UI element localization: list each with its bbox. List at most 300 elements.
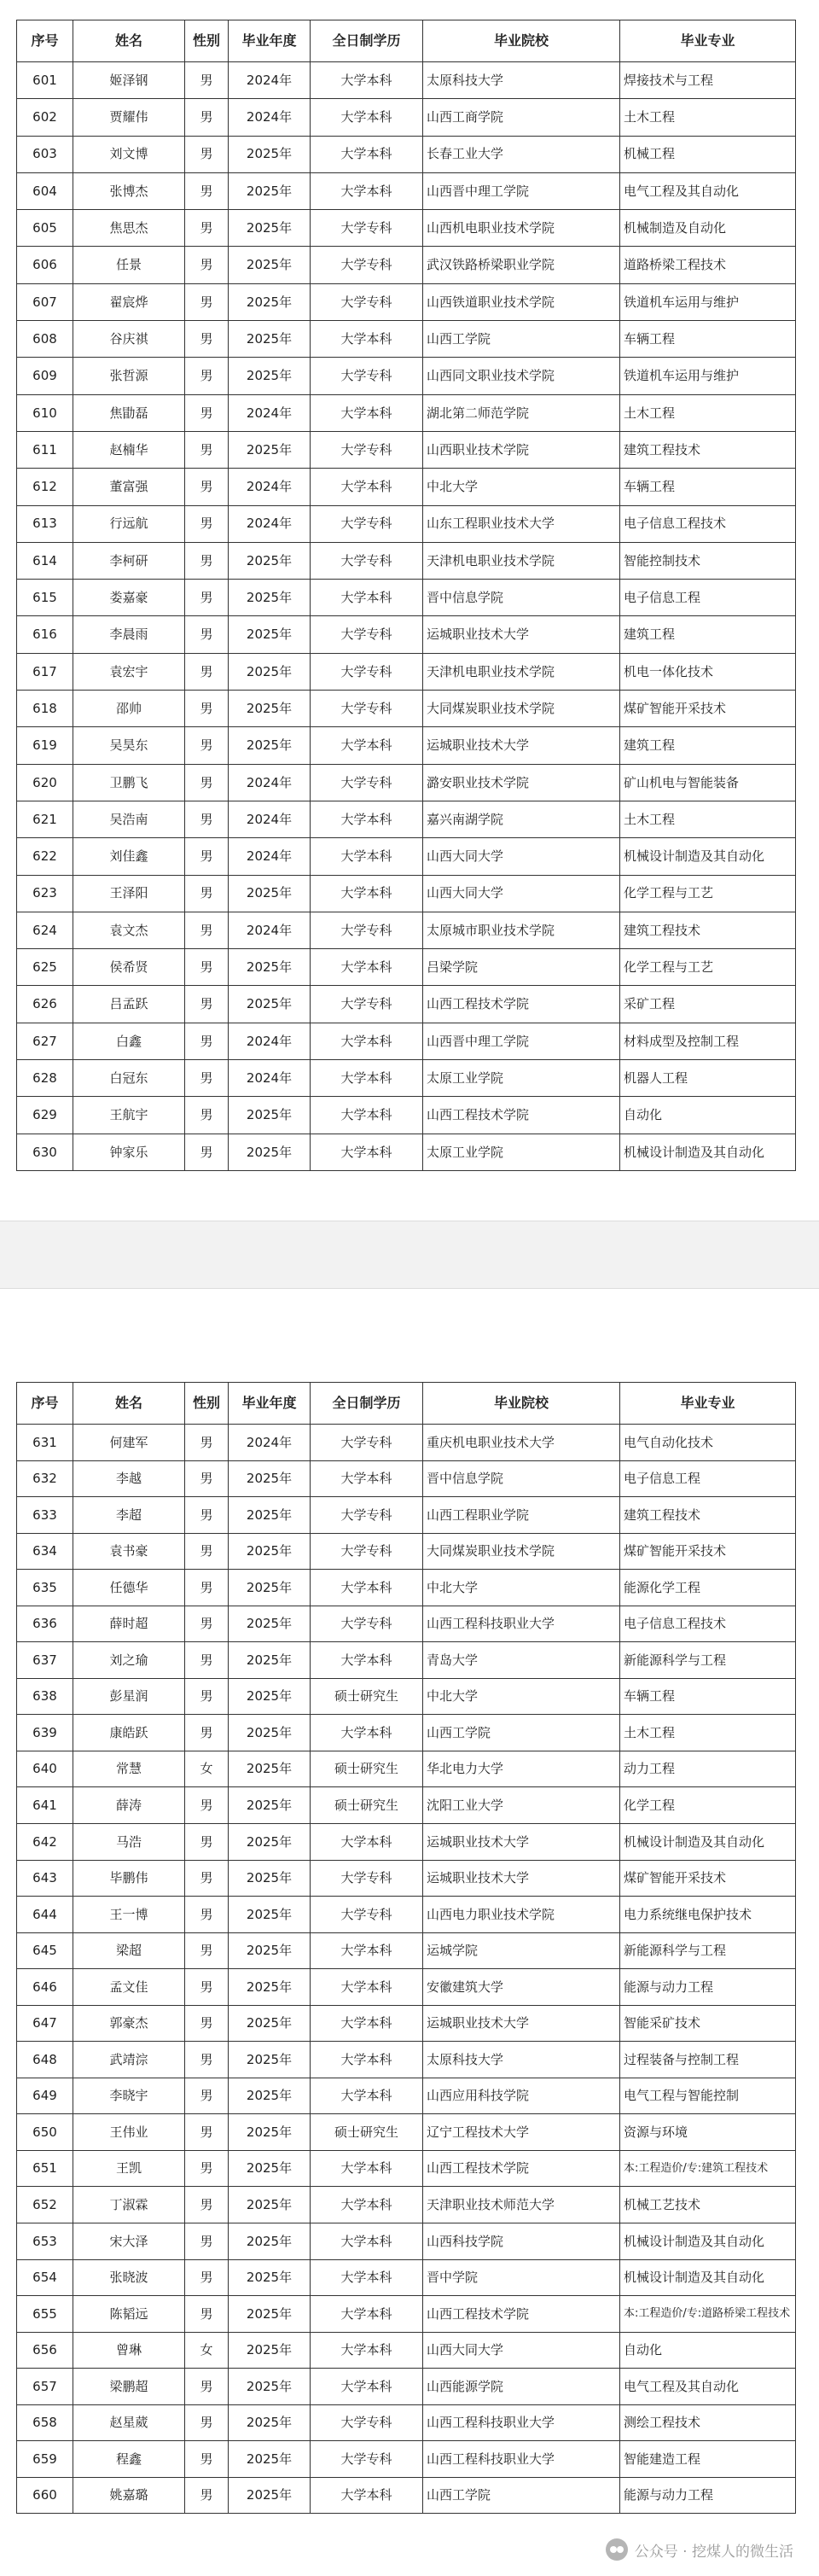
major-cell: 动力工程 [620, 1751, 796, 1787]
seq-cell: 648 [17, 2042, 73, 2078]
major-cell: 材料成型及控制工程 [620, 1023, 796, 1059]
name-cell: 刘之瑜 [73, 1642, 185, 1679]
year-cell: 2025年 [229, 1134, 311, 1170]
header-name: 姓名 [73, 20, 185, 62]
seq-cell: 607 [17, 283, 73, 320]
header-name: 姓名 [73, 1383, 185, 1425]
gender-cell: 男 [185, 1533, 229, 1570]
major-cell: 土木工程 [620, 394, 796, 431]
table-row [17, 394, 796, 431]
major-cell: 电子信息工程 [620, 580, 796, 616]
seq-cell: 634 [17, 1533, 73, 1570]
gender-cell: 男 [185, 431, 229, 468]
education-cell: 大学专科 [311, 1860, 423, 1897]
major-cell: 电气工程及其自动化 [620, 172, 796, 209]
education-cell: 大学本科 [311, 2369, 423, 2405]
table-row [17, 1497, 796, 1534]
major-cell: 自动化 [620, 2332, 796, 2369]
gender-cell: 男 [185, 542, 229, 579]
seq-cell: 651 [17, 2150, 73, 2187]
major-cell: 土木工程 [620, 801, 796, 837]
watermark-text: 公众号 · 挖煤人的微生活 [634, 2543, 793, 2561]
major-cell: 建筑工程 [620, 727, 796, 764]
education-cell: 大学专科 [311, 1606, 423, 1642]
education-cell: 大学本科 [311, 949, 423, 986]
seq-cell: 611 [17, 431, 73, 468]
education-cell: 大学专科 [311, 986, 423, 1023]
major-cell: 建筑工程 [620, 616, 796, 653]
seq-cell: 626 [17, 986, 73, 1023]
seq-cell: 605 [17, 210, 73, 247]
school-cell: 天津职业技术师范大学 [423, 2187, 620, 2223]
major-cell: 机械制造及自动化 [620, 210, 796, 247]
name-cell: 任德华 [73, 1570, 185, 1606]
name-cell: 王泽阳 [73, 875, 185, 912]
name-cell: 吴浩南 [73, 801, 185, 837]
year-cell: 2025年 [229, 2296, 311, 2333]
roster-table-1 [16, 20, 796, 1171]
name-cell: 张哲源 [73, 358, 185, 394]
education-cell: 大学本科 [311, 469, 423, 505]
name-cell: 刘文博 [73, 136, 185, 172]
year-cell: 2025年 [229, 1897, 311, 1933]
major-cell: 自动化 [620, 1097, 796, 1134]
school-cell: 山西晋中理工学院 [423, 172, 620, 209]
gender-cell: 男 [185, 1425, 229, 1461]
year-cell: 2025年 [229, 2078, 311, 2114]
major-cell: 资源与环境 [620, 2114, 796, 2151]
year-cell: 2025年 [229, 210, 311, 247]
education-cell: 大学本科 [311, 172, 423, 209]
year-cell: 2025年 [229, 2187, 311, 2223]
school-cell: 山西工商学院 [423, 99, 620, 136]
major-cell: 本:工程造价/专:道路桥梁工程技术 [620, 2296, 796, 2333]
name-cell: 姚嘉璐 [73, 2477, 185, 2514]
year-cell: 2025年 [229, 2005, 311, 2042]
table-row [17, 875, 796, 912]
gender-cell: 男 [185, 1460, 229, 1497]
education-cell: 硕士研究生 [311, 2114, 423, 2151]
name-cell: 李超 [73, 1497, 185, 1534]
education-cell: 大学专科 [311, 1533, 423, 1570]
education-cell: 大学本科 [311, 2259, 423, 2296]
school-cell: 湖北第二师范学院 [423, 394, 620, 431]
document-page-1 [0, 0, 819, 1221]
name-cell: 谷庆祺 [73, 321, 185, 358]
gender-cell: 男 [185, 210, 229, 247]
school-cell: 山西工程科技职业大学 [423, 1606, 620, 1642]
seq-cell: 657 [17, 2369, 73, 2405]
year-cell: 2024年 [229, 801, 311, 837]
name-cell: 赵星葳 [73, 2404, 185, 2441]
gender-cell: 男 [185, 1097, 229, 1134]
header-gender: 性别 [185, 20, 229, 62]
major-cell: 煤矿智能开采技术 [620, 1860, 796, 1897]
seq-cell: 632 [17, 1460, 73, 1497]
header-school: 毕业院校 [423, 20, 620, 62]
major-cell: 机械设计制造及其自动化 [620, 1134, 796, 1170]
major-cell: 煤矿智能开采技术 [620, 691, 796, 727]
education-cell: 大学本科 [311, 838, 423, 875]
table-row [17, 2114, 796, 2151]
gender-cell: 男 [185, 2223, 229, 2260]
name-cell: 薛时超 [73, 1606, 185, 1642]
seq-cell: 623 [17, 875, 73, 912]
education-cell: 大学本科 [311, 62, 423, 99]
table-row [17, 136, 796, 172]
gender-cell: 男 [185, 62, 229, 99]
gender-cell: 男 [185, 321, 229, 358]
name-cell: 程鑫 [73, 2441, 185, 2478]
name-cell: 宋大泽 [73, 2223, 185, 2260]
gender-cell: 男 [185, 2187, 229, 2223]
seq-cell: 656 [17, 2332, 73, 2369]
year-cell: 2025年 [229, 1969, 311, 2006]
year-cell: 2025年 [229, 2114, 311, 2151]
year-cell: 2024年 [229, 1023, 311, 1059]
major-cell: 车辆工程 [620, 321, 796, 358]
education-cell: 大学专科 [311, 616, 423, 653]
name-cell: 常慧 [73, 1751, 185, 1787]
school-cell: 山西大同大学 [423, 2332, 620, 2369]
seq-cell: 654 [17, 2259, 73, 2296]
school-cell: 武汉铁路桥梁职业学院 [423, 247, 620, 283]
major-cell: 智能建造工程 [620, 2441, 796, 2478]
school-cell: 长春工业大学 [423, 136, 620, 172]
table-header-row [17, 20, 796, 62]
header-major: 毕业专业 [620, 20, 796, 62]
education-cell: 大学本科 [311, 99, 423, 136]
year-cell: 2024年 [229, 1060, 311, 1097]
name-cell: 贾耀伟 [73, 99, 185, 136]
school-cell: 太原科技大学 [423, 2042, 620, 2078]
year-cell: 2025年 [229, 1606, 311, 1642]
year-cell: 2025年 [229, 1860, 311, 1897]
table-row [17, 1606, 796, 1642]
seq-cell: 635 [17, 1570, 73, 1606]
gender-cell: 男 [185, 1824, 229, 1861]
major-cell: 新能源科学与工程 [620, 1642, 796, 1679]
table-row [17, 321, 796, 358]
gender-cell: 男 [185, 875, 229, 912]
school-cell: 山西大同大学 [423, 838, 620, 875]
gender-cell: 男 [185, 1060, 229, 1097]
school-cell: 山西工程科技职业大学 [423, 2441, 620, 2478]
gender-cell: 男 [185, 1787, 229, 1824]
year-cell: 2025年 [229, 2441, 311, 2478]
education-cell: 大学本科 [311, 1715, 423, 1751]
education-cell: 大学本科 [311, 2477, 423, 2514]
header-school: 毕业院校 [423, 1383, 620, 1425]
gender-cell: 男 [185, 2042, 229, 2078]
education-cell: 大学专科 [311, 210, 423, 247]
name-cell: 袁文杰 [73, 912, 185, 948]
name-cell: 吴昊东 [73, 727, 185, 764]
major-cell: 煤矿智能开采技术 [620, 1533, 796, 1570]
education-cell: 大学本科 [311, 1023, 423, 1059]
major-cell: 建筑工程技术 [620, 431, 796, 468]
school-cell: 沈阳工业大学 [423, 1787, 620, 1824]
header-year: 毕业年度 [229, 1383, 311, 1425]
name-cell: 刘佳鑫 [73, 838, 185, 875]
table-row [17, 1060, 796, 1097]
year-cell: 2025年 [229, 1460, 311, 1497]
table-row [17, 172, 796, 209]
name-cell: 赵楠华 [73, 431, 185, 468]
year-cell: 2025年 [229, 1751, 311, 1787]
seq-cell: 624 [17, 912, 73, 948]
year-cell: 2025年 [229, 1715, 311, 1751]
education-cell: 大学专科 [311, 431, 423, 468]
header-education: 全日制学历 [311, 20, 423, 62]
school-cell: 山东工程职业技术大学 [423, 505, 620, 542]
seq-cell: 660 [17, 2477, 73, 2514]
table-row [17, 616, 796, 653]
year-cell: 2024年 [229, 62, 311, 99]
year-cell: 2024年 [229, 912, 311, 948]
major-cell: 化学工程与工艺 [620, 875, 796, 912]
name-cell: 任景 [73, 247, 185, 283]
gender-cell: 男 [185, 2477, 229, 2514]
table-row [17, 1969, 796, 2006]
education-cell: 大学专科 [311, 653, 423, 690]
gender-cell: 男 [185, 1023, 229, 1059]
education-cell: 大学本科 [311, 1134, 423, 1170]
major-cell: 铁道机车运用与维护 [620, 358, 796, 394]
table-row [17, 99, 796, 136]
seq-cell: 625 [17, 949, 73, 986]
education-cell: 大学专科 [311, 542, 423, 579]
education-cell: 大学本科 [311, 580, 423, 616]
seq-cell: 643 [17, 1860, 73, 1897]
table-row [17, 469, 796, 505]
table-row [17, 283, 796, 320]
year-cell: 2025年 [229, 1678, 311, 1715]
seq-cell: 606 [17, 247, 73, 283]
school-cell: 运城学院 [423, 1932, 620, 1969]
year-cell: 2025年 [229, 2150, 311, 2187]
school-cell: 中北大学 [423, 1678, 620, 1715]
name-cell: 侯希贤 [73, 949, 185, 986]
education-cell: 大学本科 [311, 2296, 423, 2333]
name-cell: 陈韬远 [73, 2296, 185, 2333]
major-cell: 能源化学工程 [620, 1570, 796, 1606]
school-cell: 山西机电职业技术学院 [423, 210, 620, 247]
education-cell: 大学专科 [311, 1497, 423, 1534]
table-row [17, 2078, 796, 2114]
major-cell: 测绘工程技术 [620, 2404, 796, 2441]
table-row [17, 1715, 796, 1751]
education-cell: 大学本科 [311, 2332, 423, 2369]
education-cell: 硕士研究生 [311, 1678, 423, 1715]
seq-cell: 614 [17, 542, 73, 579]
name-cell: 袁书豪 [73, 1533, 185, 1570]
gender-cell: 男 [185, 1497, 229, 1534]
year-cell: 2025年 [229, 2223, 311, 2260]
gender-cell: 男 [185, 1134, 229, 1170]
year-cell: 2025年 [229, 542, 311, 579]
gender-cell: 男 [185, 283, 229, 320]
gender-cell: 男 [185, 2259, 229, 2296]
name-cell: 张晓波 [73, 2259, 185, 2296]
education-cell: 大学本科 [311, 1097, 423, 1134]
gender-cell: 男 [185, 2441, 229, 2478]
seq-cell: 631 [17, 1425, 73, 1461]
table-row [17, 62, 796, 99]
name-cell: 康皓跃 [73, 1715, 185, 1751]
seq-cell: 633 [17, 1497, 73, 1534]
table-row [17, 2223, 796, 2260]
gender-cell: 男 [185, 2114, 229, 2151]
gender-cell: 男 [185, 838, 229, 875]
name-cell: 曾琳 [73, 2332, 185, 2369]
seq-cell: 629 [17, 1097, 73, 1134]
table-row [17, 1570, 796, 1606]
education-cell: 大学本科 [311, 1060, 423, 1097]
education-cell: 大学本科 [311, 321, 423, 358]
gender-cell: 男 [185, 1897, 229, 1933]
school-cell: 大同煤炭职业技术学院 [423, 1533, 620, 1570]
gender-cell: 男 [185, 136, 229, 172]
major-cell: 车辆工程 [620, 1678, 796, 1715]
table-row [17, 2369, 796, 2405]
school-cell: 大同煤炭职业技术学院 [423, 691, 620, 727]
gender-cell: 男 [185, 764, 229, 801]
school-cell: 晋中信息学院 [423, 1460, 620, 1497]
seq-cell: 628 [17, 1060, 73, 1097]
seq-cell: 645 [17, 1932, 73, 1969]
name-cell: 王一博 [73, 1897, 185, 1933]
year-cell: 2025年 [229, 691, 311, 727]
year-cell: 2025年 [229, 1787, 311, 1824]
year-cell: 2025年 [229, 1824, 311, 1861]
seq-cell: 642 [17, 1824, 73, 1861]
major-cell: 土木工程 [620, 1715, 796, 1751]
major-cell: 电气工程与智能控制 [620, 2078, 796, 2114]
name-cell: 王凯 [73, 2150, 185, 2187]
education-cell: 大学专科 [311, 691, 423, 727]
school-cell: 天津机电职业技术学院 [423, 542, 620, 579]
header-gender: 性别 [185, 1383, 229, 1425]
table-row [17, 431, 796, 468]
major-cell: 采矿工程 [620, 986, 796, 1023]
table-row [17, 1023, 796, 1059]
major-cell: 能源与动力工程 [620, 2477, 796, 2514]
seq-cell: 610 [17, 394, 73, 431]
year-cell: 2024年 [229, 394, 311, 431]
major-cell: 矿山机电与智能装备 [620, 764, 796, 801]
school-cell: 山西工程职业学院 [423, 1497, 620, 1534]
name-cell: 白鑫 [73, 1023, 185, 1059]
table-row [17, 2441, 796, 2478]
table-row [17, 2259, 796, 2296]
seq-cell: 639 [17, 1715, 73, 1751]
name-cell: 梁鹏超 [73, 2369, 185, 2405]
school-cell: 太原城市职业技术学院 [423, 912, 620, 948]
major-cell: 铁道机车运用与维护 [620, 283, 796, 320]
seq-cell: 646 [17, 1969, 73, 2006]
table-header-row [17, 1383, 796, 1425]
seq-cell: 612 [17, 469, 73, 505]
major-cell: 机械设计制造及其自动化 [620, 2259, 796, 2296]
education-cell: 大学本科 [311, 1824, 423, 1861]
major-cell: 机械工程 [620, 136, 796, 172]
gender-cell: 男 [185, 2150, 229, 2187]
year-cell: 2025年 [229, 2369, 311, 2405]
year-cell: 2025年 [229, 2404, 311, 2441]
school-cell: 太原工业学院 [423, 1060, 620, 1097]
watermark [606, 2538, 793, 2561]
table-row [17, 691, 796, 727]
name-cell: 李晓宇 [73, 2078, 185, 2114]
table-row [17, 727, 796, 764]
school-cell: 辽宁工程技术大学 [423, 2114, 620, 2151]
school-cell: 运城职业技术大学 [423, 1824, 620, 1861]
table-row [17, 505, 796, 542]
education-cell: 硕士研究生 [311, 1751, 423, 1787]
education-cell: 大学本科 [311, 1969, 423, 2006]
seq-cell: 658 [17, 2404, 73, 2441]
gender-cell: 男 [185, 247, 229, 283]
seq-cell: 621 [17, 801, 73, 837]
school-cell: 运城职业技术大学 [423, 727, 620, 764]
seq-cell: 601 [17, 62, 73, 99]
major-cell: 车辆工程 [620, 469, 796, 505]
gender-cell: 男 [185, 1678, 229, 1715]
gender-cell: 男 [185, 2404, 229, 2441]
name-cell: 行远航 [73, 505, 185, 542]
gender-cell: 男 [185, 505, 229, 542]
year-cell: 2025年 [229, 949, 311, 986]
school-cell: 山西晋中理工学院 [423, 1023, 620, 1059]
seq-cell: 602 [17, 99, 73, 136]
table-row [17, 2404, 796, 2441]
education-cell: 大学专科 [311, 358, 423, 394]
education-cell: 大学本科 [311, 801, 423, 837]
school-cell: 太原工业学院 [423, 1134, 620, 1170]
gender-cell: 男 [185, 727, 229, 764]
gender-cell: 男 [185, 99, 229, 136]
year-cell: 2025年 [229, 247, 311, 283]
seq-cell: 618 [17, 691, 73, 727]
name-cell: 姬泽钢 [73, 62, 185, 99]
seq-cell: 622 [17, 838, 73, 875]
gender-cell: 女 [185, 1751, 229, 1787]
gender-cell: 男 [185, 1715, 229, 1751]
education-cell: 硕士研究生 [311, 1787, 423, 1824]
name-cell: 郭豪杰 [73, 2005, 185, 2042]
year-cell: 2025年 [229, 1570, 311, 1606]
education-cell: 大学专科 [311, 247, 423, 283]
year-cell: 2025年 [229, 1097, 311, 1134]
year-cell: 2025年 [229, 2332, 311, 2369]
table-row [17, 1787, 796, 1824]
gender-cell: 男 [185, 1932, 229, 1969]
major-cell: 机器人工程 [620, 1060, 796, 1097]
name-cell: 马浩 [73, 1824, 185, 1861]
school-cell: 青岛大学 [423, 1642, 620, 1679]
education-cell: 大学专科 [311, 912, 423, 948]
school-cell: 中北大学 [423, 1570, 620, 1606]
year-cell: 2025年 [229, 580, 311, 616]
name-cell: 董富强 [73, 469, 185, 505]
name-cell: 彭星润 [73, 1678, 185, 1715]
document-page-2 [0, 1289, 819, 2576]
year-cell: 2024年 [229, 469, 311, 505]
year-cell: 2025年 [229, 1497, 311, 1534]
school-cell: 山西工程科技职业大学 [423, 2404, 620, 2441]
gender-cell: 男 [185, 801, 229, 837]
